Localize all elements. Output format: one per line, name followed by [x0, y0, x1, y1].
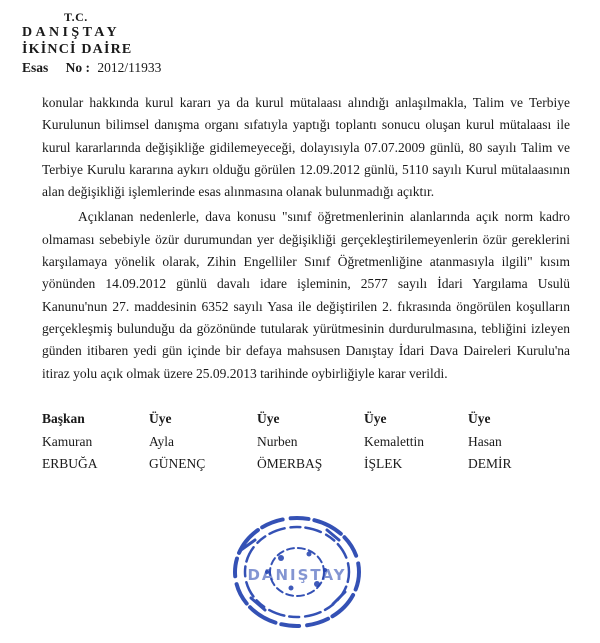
tc-label: T.C.	[64, 10, 88, 24]
signatory-title: Üye	[149, 411, 172, 426]
case-number-line	[22, 60, 161, 76]
signatory-last-name: ERBUĞA	[42, 456, 98, 471]
decision-body	[42, 92, 570, 385]
case-no-label: No :	[65, 60, 91, 75]
signatory-title: Üye	[257, 411, 280, 426]
signatory-member	[364, 411, 474, 477]
signatory-member	[468, 411, 578, 477]
signatory-first-name: Nurben	[257, 434, 298, 449]
signatory-first-name: Ayla	[149, 434, 175, 449]
signatory-last-name: ÖMERBAŞ	[257, 456, 323, 471]
signatory-member	[149, 411, 259, 477]
case-number: 2012/11933	[97, 60, 162, 75]
signatory-title: Üye	[364, 411, 387, 426]
signatory-last-name: İŞLEK	[364, 456, 403, 471]
signature-block	[42, 411, 582, 473]
signatory-first-name: Kamuran	[42, 434, 93, 449]
court-name: DANIŞTAY	[22, 25, 120, 40]
signatory-title: Üye	[468, 411, 491, 426]
paragraph-reasoning: konular hakkında kurul kararı ya da kurul mütalaası alındığı anlaşılmakla, Talim ve Terbiye Kurulunun bilimsel danışma organı sıfatıyla yaptığı toplantı sonucu oluşan kurul mütalaası ile kurul kararlarında değişikliğe gidilemeyeceği, dolayısıyla 07.07.2009 günlü, 80 sayılı Talim ve Terbiye Kurulu kararına aykırı olduğu görülen 12.09.2012 günlü, 5110 sayılı Kurul mütalaasının alan değişikliği işlemlerinde esas alınmasına olanak bulunmadığı açıktır.	[42, 95, 570, 200]
signatory-last-name: GÜNENÇ	[149, 456, 206, 471]
case-label: Esas	[22, 60, 49, 75]
signatory-first-name: Hasan	[468, 434, 502, 449]
svg-text:DANIŞTAY: DANIŞTAY	[247, 566, 347, 584]
paragraph-ruling: Açıklanan nedenlerle, dava konusu "sınıf öğretmenlerinin alanlarında açık norm kadro olmaması sebebiyle özür durumundan yer değişikliği gerçekleştirilemeyenlerin özür gereklerini karşılamaya yönelik olarak, Zihin Engelliler Sınıf Öğretmenliğine atanmasıyla ilgili" kısım yönünden 14.09.2012 günlü davalı idare işleminin, 2577 sayılı İdari Yargılama Usulü Kanunu'nun 27. maddesinin 6352 sayılı Yasa ile değiştirilen 2. fıkrasında öngörülen koşulların gerçekleşmiş bulunduğu da gözönünde tutularak yürütmesinin durdurulmasına, tebliğini izleyen günden itibaren yedi gün içinde bir defaya mahsusen Danıştay İdari Dava Daireleri Kurulu'na itiraz yolu açık olmak üzere 25.09.2013 tarihinde oybirliğiyle karar verildi.	[42, 209, 570, 381]
document-header	[22, 8, 302, 80]
official-seal-stamp	[221, 500, 371, 638]
seal-graphic	[221, 500, 371, 638]
department-name: İKİNCİ DAİRE	[22, 42, 133, 57]
signatory-last-name: DEMİR	[468, 456, 512, 471]
signatory-member	[257, 411, 367, 477]
signatory-first-name: Kemalettin	[364, 434, 424, 449]
signatory-title: Başkan	[42, 411, 85, 426]
signatory-president	[42, 411, 152, 477]
